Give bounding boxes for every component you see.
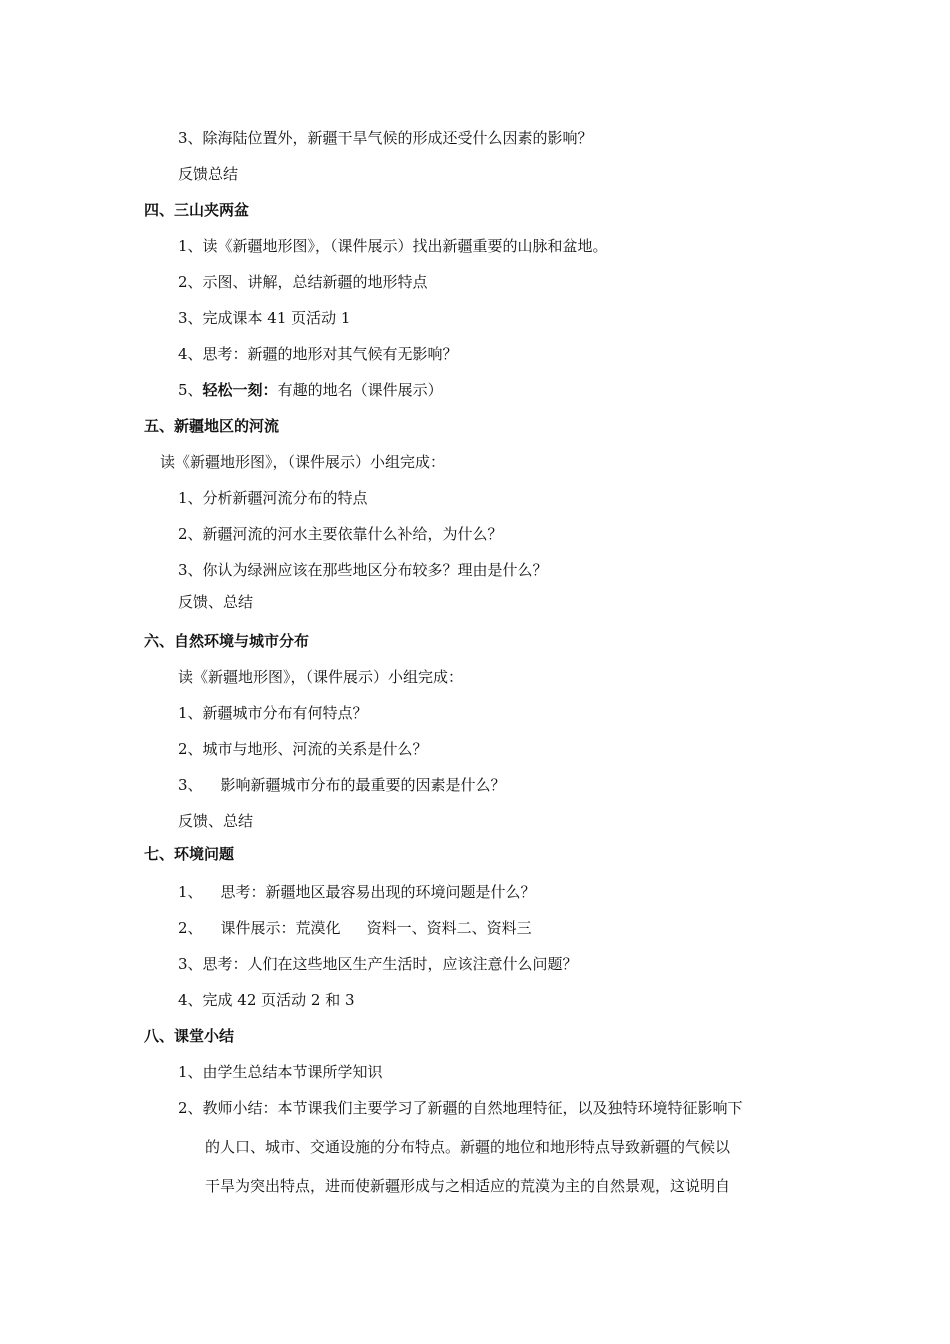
feedback-line: 反馈总结 (178, 165, 239, 183)
item-number: 5、 (178, 381, 203, 399)
list-item (178, 775, 506, 795)
list-item: 3、思考：人们在这些地区生产生活时，应该注意什么问题？ (178, 955, 578, 973)
section-heading-6: 六、自然环境与城市分布 (144, 632, 310, 650)
item-text: 思考：新疆地区最容易出现的环境问题是什么？ (220, 883, 536, 901)
list-item: 4、完成 42 页活动 2 和 3 (178, 991, 355, 1009)
section-heading-5: 五、新疆地区的河流 (144, 417, 280, 435)
paragraph-continuation: 的人口、城市、交通设施的分布特点。新疆的地位和地形特点导致新疆的气候以 (205, 1138, 731, 1156)
list-item: 2、示图、讲解，总结新疆的地形特点 (178, 273, 428, 291)
section-heading-8: 八、课堂小结 (144, 1027, 235, 1045)
item-text: 有趣的地名（课件展示） (277, 381, 443, 399)
bold-label: 轻松一刻： (202, 381, 278, 399)
list-item: 2、教师小结：本节课我们主要学习了新疆的自然地理特征，以及独特环境特征影响下 (178, 1099, 743, 1117)
feedback-line: 反馈、总结 (178, 593, 254, 611)
section-heading-4: 四、三山夹两盆 (144, 201, 250, 219)
list-item (178, 918, 532, 938)
list-item: 3、完成课本 41 页活动 1 (178, 309, 351, 327)
list-item: 1、新疆城市分布有何特点？ (178, 704, 368, 722)
intro-line: 读《新疆地形图》，（课件展示）小组完成： (160, 453, 446, 471)
list-item: 2、城市与地形、河流的关系是什么？ (178, 740, 428, 758)
list-item: 1、分析新疆河流分布的特点 (178, 489, 368, 507)
item-text: 课件展示：荒漠化 (220, 919, 341, 937)
paragraph-continuation: 干旱为突出特点，进而使新疆形成与之相适应的荒漠为主的自然景观，这说明自 (205, 1177, 731, 1195)
intro-line: 读《新疆地形图》，（课件展示）小组完成： (178, 668, 464, 686)
item-number: 1、 (178, 883, 203, 901)
item-text: 影响新疆城市分布的最重要的因素是什么？ (220, 776, 506, 794)
question-line: 3、除海陆位置外，新疆干旱气候的形成还受什么因素的影响？ (178, 129, 593, 147)
list-item: 1、由学生总结本节课所学知识 (178, 1063, 383, 1081)
item-number: 3、 (178, 776, 203, 794)
list-item: 4、思考：新疆的地形对其气候有无影响？ (178, 345, 458, 363)
item-number: 2、 (178, 919, 203, 937)
list-item (178, 380, 443, 400)
list-item: 3、你认为绿洲应该在那些地区分布较多？理由是什么？ (178, 561, 548, 579)
section-heading-7: 七、环境问题 (144, 845, 235, 863)
feedback-line: 反馈、总结 (178, 812, 254, 830)
list-item: 2、新疆河流的河水主要依靠什么补给，为什么？ (178, 525, 503, 543)
item-text-extra: 资料一、资料二、资料三 (366, 919, 532, 937)
list-item: 1、读《新疆地形图》，（课件展示）找出新疆重要的山脉和盆地。 (178, 237, 608, 255)
list-item (178, 882, 536, 902)
